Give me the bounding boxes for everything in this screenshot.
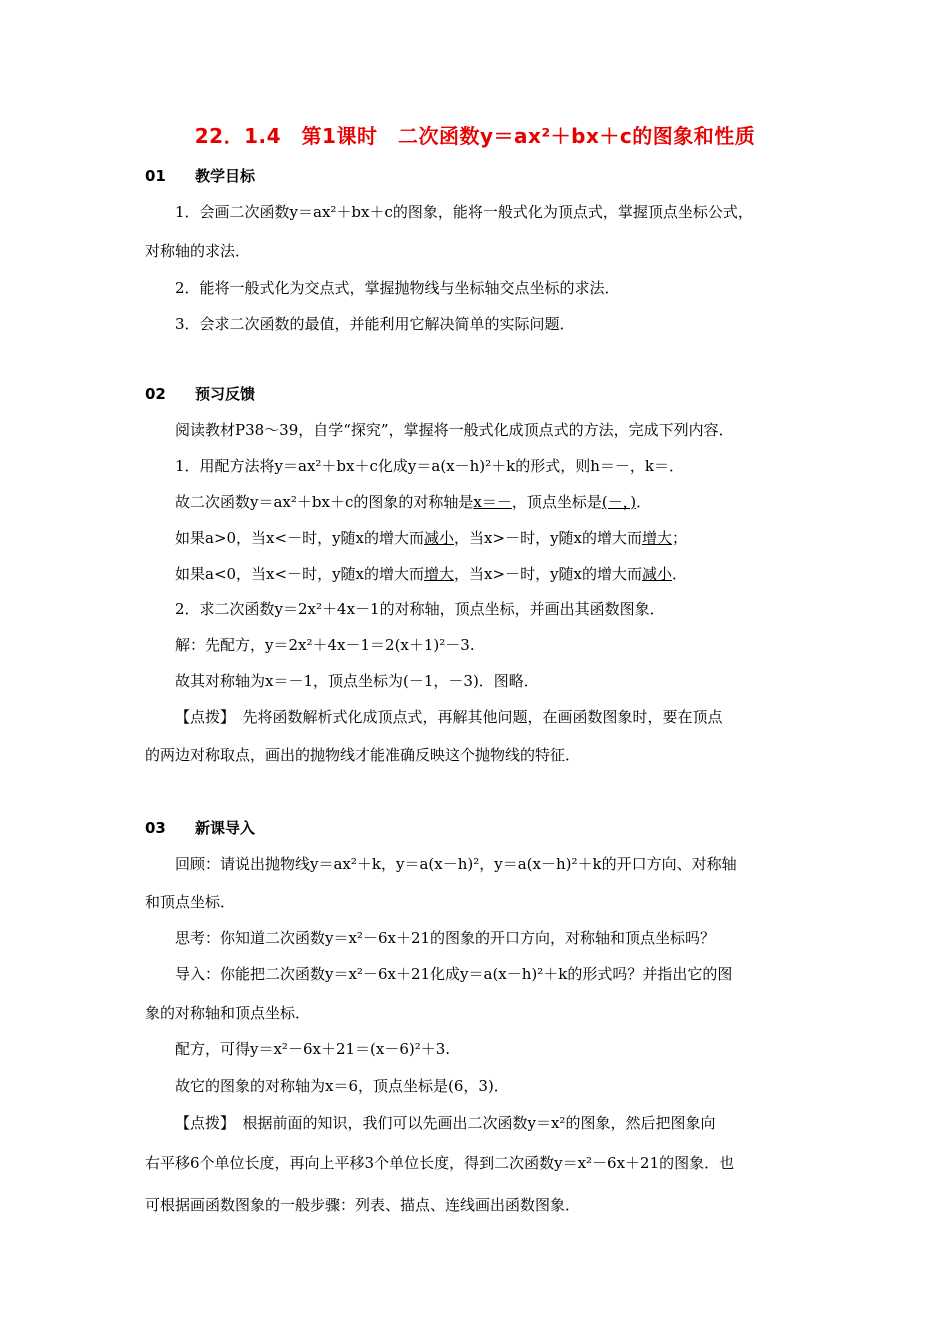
intro-conclusion: 故它的图象的对称轴为x＝6，顶点坐标是(6，3)． bbox=[175, 1077, 509, 1095]
section-label: 预习反馈 bbox=[195, 385, 256, 403]
goal-3: 3．会求二次函数的最值，并能利用它解决简单的实际问题． bbox=[175, 315, 575, 333]
text: ，当x>－时，y随x的增大而 bbox=[454, 529, 643, 547]
section-number: 03 bbox=[145, 819, 166, 837]
intro-review: 回顾：请说出抛物线y＝ax²＋k，y＝a(x－h)²，y＝a(x－h)²＋k的开口方向、对称轴 bbox=[175, 855, 737, 873]
preview-tip: 【点拨】 先将函数解析式化成顶点式，再解其他问题，在画函数图象时，要在顶点 bbox=[175, 708, 723, 726]
preview-a-positive bbox=[175, 527, 687, 548]
section-number: 02 bbox=[145, 385, 166, 403]
text: ，顶点坐标是 bbox=[511, 493, 602, 511]
intro-review-cont: 和顶点坐标． bbox=[145, 893, 236, 911]
preview-intro: 阅读教材P38～39，自学“探究”，掌握将一般式化成顶点式的方法，完成下列内容． bbox=[175, 421, 734, 439]
intro-lead: 导入：你能把二次函数y＝x²－6x＋21化成y＝a(x－h)²＋k的形式吗？并指出它的图 bbox=[175, 965, 733, 983]
preview-tip-cont: 的两边对称取点，画出的抛物线才能准确反映这个抛物线的特征． bbox=[145, 746, 581, 764]
section-label: 教学目标 bbox=[195, 167, 256, 185]
text: 如果a>0，当x<－时，y随x的增大而 bbox=[175, 529, 425, 547]
intro-lead-cont: 象的对称轴和顶点坐标． bbox=[145, 1004, 311, 1022]
goal-1: 1．会画二次函数y＝ax²＋bx＋c的图象，能将一般式化为顶点式，掌握顶点坐标公式， bbox=[175, 203, 753, 221]
intro-think: 思考：你知道二次函数y＝x²－6x＋21的图象的开口方向，对称轴和顶点坐标吗？ bbox=[175, 929, 716, 947]
answer-axis: x＝－ bbox=[473, 493, 512, 511]
answer-increase: 增大 bbox=[642, 529, 673, 547]
goal-1-cont: 对称轴的求法． bbox=[145, 242, 251, 260]
intro-tip-cont-1: 右平移6个单位长度，再向上平移3个单位长度，得到二次函数y＝x²－6x＋21的图象．也 bbox=[145, 1154, 735, 1172]
text: ． bbox=[672, 565, 688, 583]
preview-axis-vertex bbox=[175, 491, 651, 512]
section-01-heading bbox=[145, 165, 255, 186]
preview-conclusion: 故其对称轴为x＝－1，顶点坐标为(－1，－3)．图略． bbox=[175, 672, 539, 690]
intro-complete-square: 配方，可得y＝x²－6x＋21＝(x－6)²＋3. bbox=[175, 1040, 451, 1058]
answer-increase: 增大 bbox=[424, 565, 455, 583]
text: 故二次函数y＝ax²＋bx＋c的图象的对称轴是 bbox=[175, 493, 474, 511]
answer-decrease: 减小 bbox=[424, 529, 455, 547]
text: ． bbox=[636, 493, 652, 511]
intro-tip-cont-2: 可根据画函数图象的一般步骤：列表、描点、连线画出函数图象． bbox=[145, 1196, 581, 1214]
section-number: 01 bbox=[145, 167, 166, 185]
text: ，当x>－时，y随x的增大而 bbox=[454, 565, 643, 583]
answer-vertex: (－，) bbox=[601, 493, 637, 511]
preview-q1: 1．用配方法将y＝ax²＋bx＋c化成y＝a(x－h)²＋k的形式，则h＝－，k＝． bbox=[175, 457, 684, 475]
preview-a-negative bbox=[175, 563, 687, 584]
text: ； bbox=[672, 529, 688, 547]
preview-solution: 解：先配方，y＝2x²＋4x－1＝2(x＋1)²－3. bbox=[175, 636, 475, 654]
preview-q2: 2．求二次函数y＝2x²＋4x－1的对称轴，顶点坐标，并画出其函数图象． bbox=[175, 600, 665, 618]
intro-tip: 【点拨】 根据前面的知识，我们可以先画出二次函数y＝x²的图象，然后把图象向 bbox=[175, 1114, 716, 1132]
section-02-heading bbox=[145, 383, 255, 404]
page-title: 22．1.4 第1课时 二次函数y＝ax²＋bx＋c的图象和性质 bbox=[194, 124, 756, 148]
section-label: 新课导入 bbox=[195, 819, 256, 837]
text: 如果a<0，当x<－时，y随x的增大而 bbox=[175, 565, 425, 583]
section-03-heading bbox=[145, 817, 255, 838]
answer-decrease: 减小 bbox=[642, 565, 673, 583]
goal-2: 2．能将一般式化为交点式，掌握抛物线与坐标轴交点坐标的求法． bbox=[175, 279, 620, 297]
